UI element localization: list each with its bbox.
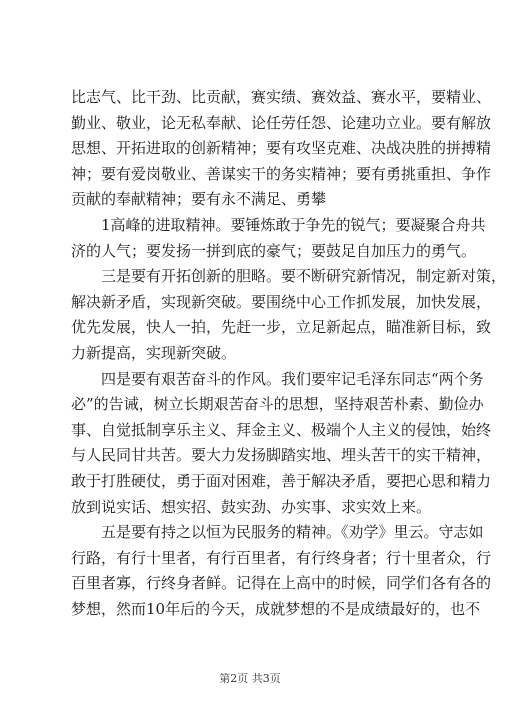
text-line: 优先发展，快人一拍，先赶一步，立足新起点，瞄准新目标，致 xyxy=(71,318,492,337)
text-line: 解决新矛盾，实现新突破。要围绕中心工作抓发展，加快发展， xyxy=(71,292,492,311)
document-body xyxy=(71,85,506,622)
text-line: 贡献的奉献精神；要有永不满足、勇攀 xyxy=(71,190,327,209)
text-line: 事、自觉抵制享乐主义、拜金主义、极端个人主义的侵蚀，始终 xyxy=(71,420,492,439)
text-line: 力新提高，实现新突破。 xyxy=(71,343,237,362)
text-line: 行路，有行十里者，有行百里者，有行终身者；行十里者众，行 xyxy=(71,548,492,567)
text-line: 梦想，然而10年后的今天，成就梦想的不是成绩最好的，也不 xyxy=(71,599,481,618)
text-line: 思想、开拓进取的创新精神；要有攻坚克难、决战决胜的拼搏精 xyxy=(71,139,492,158)
text-line: 放到说实话、想实招、鼓实劲、办实事、求实效上来。 xyxy=(71,497,432,516)
text-line: 勤业、敬业，论无私奉献、论任劳任怨、论建功立业。要有解放 xyxy=(71,113,492,132)
text-line: 必”的告诫，树立长期艰苦奋斗的思想，坚持艰苦朴素、勤俭办 xyxy=(71,395,484,414)
text-line: 与人民同甘共苦。要大力发扬脚踏实地、埋头苦干的实干精神， xyxy=(71,446,492,465)
text-line: 敢于打胜硬仗，勇于面对困难，善于解决矛盾，要把心思和精力 xyxy=(71,471,492,490)
text-line: 神；要有爱岗敬业、善谋实干的务实精神；要有勇挑重担、争作 xyxy=(71,164,492,183)
text-line: 五是要有持之以恒为民服务的精神。《劝学》里云。守志如 xyxy=(101,523,484,542)
text-line: 百里者寡，行终身者鲜。记得在上高中的时候，同学们各有各的 xyxy=(71,574,492,593)
text-line: 济的人气；要发扬一拼到底的豪气；要鼓足自加压力的勇气。 xyxy=(71,241,477,260)
text-line: 1高峰的进取精神。要锤炼敢于争先的锐气；要凝聚合舟共 xyxy=(101,215,486,234)
text-line: 三是要有开拓创新的胆略。要不断研究新情况，制定新对策， xyxy=(101,267,506,286)
page-number-footer: 第2页 共3页 xyxy=(219,672,281,685)
text-line: 四是要有艰苦奋斗的作风。我们要牢记毛泽东同志“两个务 xyxy=(101,369,484,388)
text-line: 比志气、比干劲、比贡献，赛实绩、赛效益、赛水平，要精业、 xyxy=(71,88,492,106)
